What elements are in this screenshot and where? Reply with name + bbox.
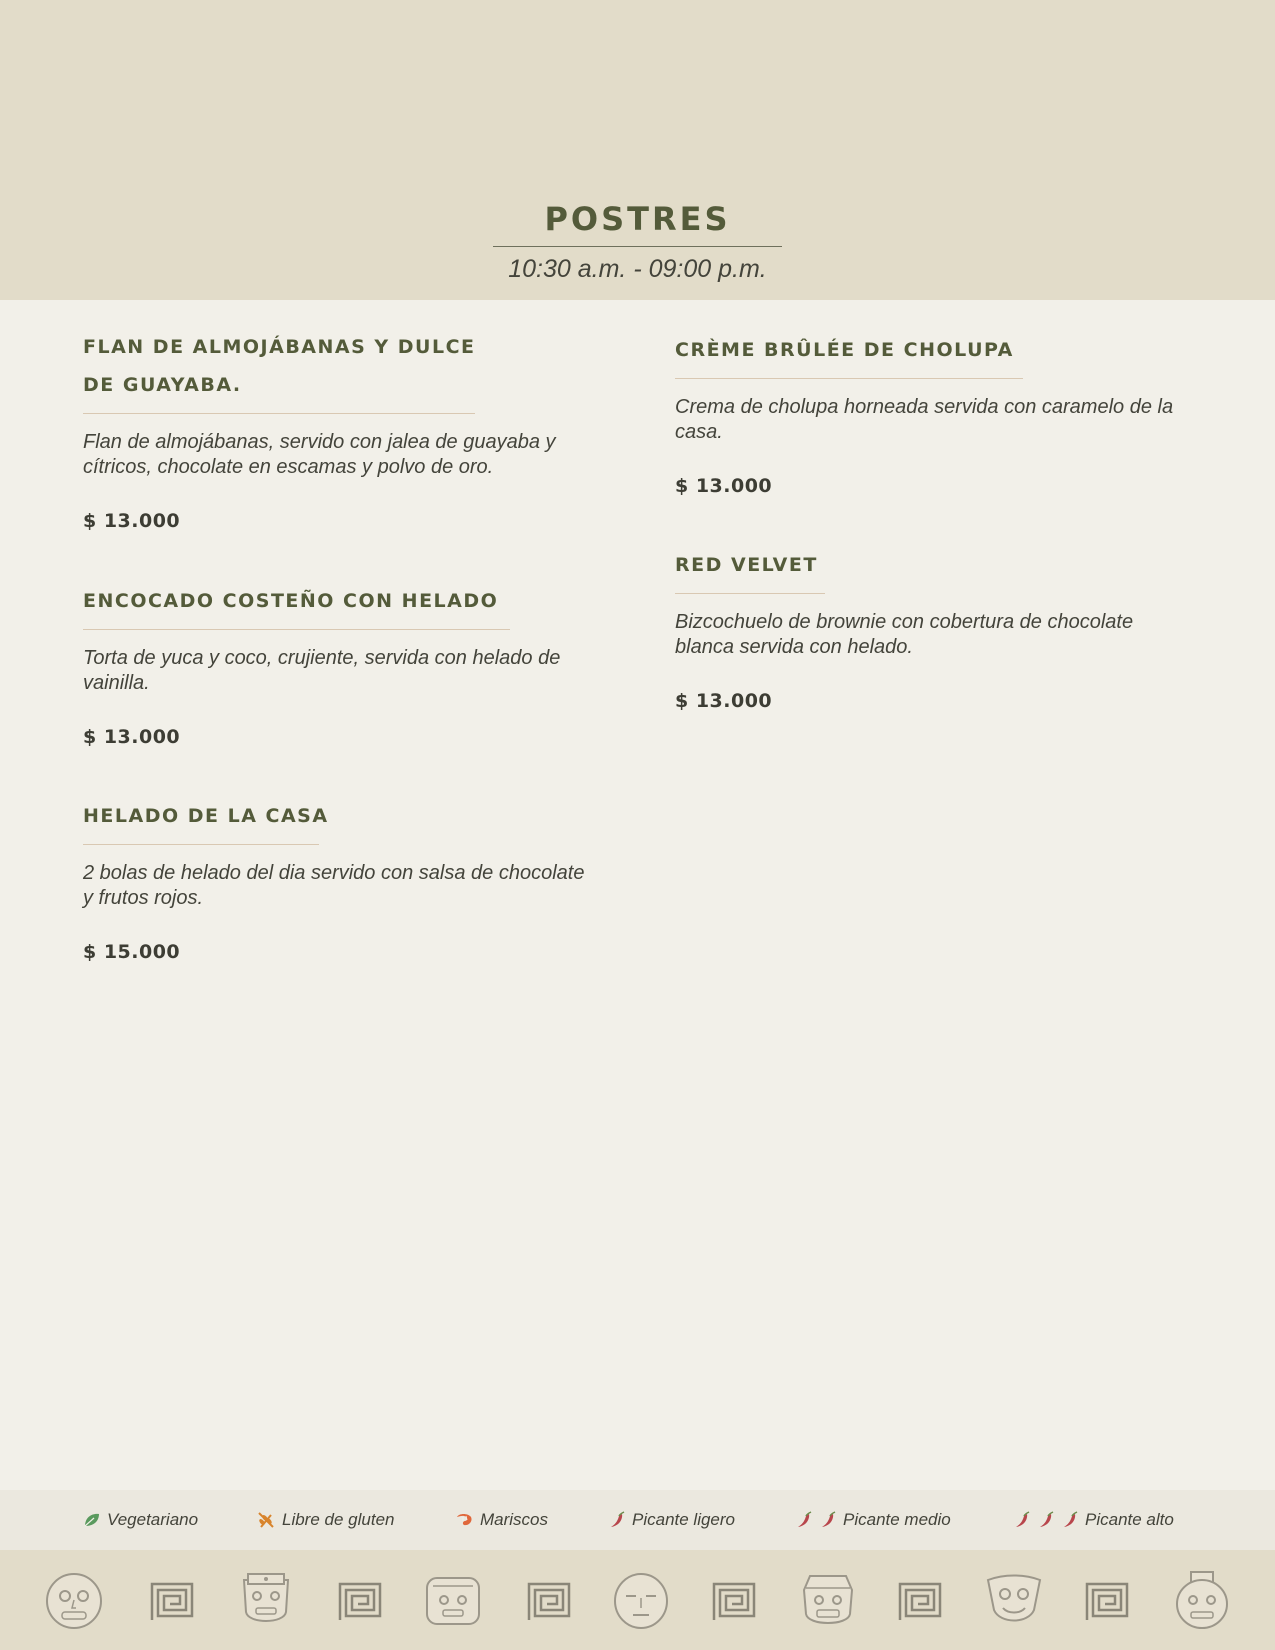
item-divider [675,593,825,594]
spiral-icon [898,1570,942,1630]
item-name: FLAN DE ALMOJÁBANAS Y DULCE DE GUAYABA. [83,336,476,396]
item-description: 2 bolas de helado del dia servido con salsa de chocolate y frutos rojos. [83,862,585,909]
legend-seafood [454,1509,548,1531]
shrimp-icon [454,1511,474,1529]
chili-icon [1037,1511,1055,1529]
mask-icon [423,1570,483,1630]
mask-icon [612,1570,670,1630]
header-band [0,0,1275,300]
item-name: HELADO DE LA CASA [83,805,329,827]
menu-item [83,797,593,963]
legend-label: Picante ligero [632,1510,736,1529]
item-divider [83,844,319,845]
no-wheat-icon [256,1510,276,1530]
item-name: ENCOCADO COSTEÑO CON HELADO [83,590,499,612]
item-price: $ 15.000 [83,941,181,963]
legend-label: Libre de gluten [282,1510,395,1529]
item-name: RED VELVET [675,554,818,576]
chili-icon [819,1511,837,1529]
mask-icon [1173,1570,1231,1630]
legend-mild-spicy [608,1509,735,1531]
item-divider [83,413,475,414]
spiral-icon [338,1570,382,1630]
menu-item [83,328,593,532]
spiral-icon [527,1570,571,1630]
spiral-icon [712,1570,756,1630]
dietary-legend [0,1490,1275,1550]
mask-icon [984,1570,1044,1630]
chili-icon [795,1511,813,1529]
item-description: Bizcochuelo de brownie con cobertura de chocolate blanca servida con helado. [675,611,1134,658]
legend-label: Vegetariano [107,1510,199,1529]
page-title: POSTRES [544,200,731,238]
item-description: Torta de yuca y coco, crujiente, servida con helado de vainilla. [83,647,561,694]
item-price: $ 13.000 [83,726,181,748]
legend-label: Mariscos [480,1510,549,1529]
mask-icon [238,1570,294,1630]
decorative-footer [0,1550,1275,1650]
menu-item [675,546,1195,712]
title-divider [493,246,782,247]
item-price: $ 13.000 [675,475,773,497]
spiral-icon [150,1570,194,1630]
legend-vegetarian [83,1509,198,1531]
legend-gluten-free [256,1509,394,1531]
item-description: Flan de almojábanas, servido con jalea de guayaba y cítricos, chocolate en escamas y polvo de oro. [83,431,556,478]
chili-icon [1013,1511,1031,1529]
spiral-icon [1085,1570,1129,1630]
legend-medium-spicy [795,1509,951,1531]
item-name: CRÈME BRÛLÉE DE CHOLUPA [675,339,1014,361]
service-hours: 10:30 a.m. - 09:00 p.m. [508,255,767,283]
legend-label: Picante medio [843,1510,951,1529]
item-price: $ 13.000 [675,690,773,712]
item-divider [675,378,1023,379]
chili-icon [1061,1511,1079,1529]
mask-icon [42,1570,106,1630]
item-description: Crema de cholupa horneada servida con caramelo de la casa. [675,396,1174,443]
leaf-icon [83,1512,101,1528]
legend-label: Picante alto [1085,1510,1174,1529]
chili-icon [608,1511,626,1529]
item-divider [83,629,510,630]
legend-hot-spicy [1013,1509,1174,1531]
item-price: $ 13.000 [83,510,181,532]
menu-item [675,331,1195,497]
menu-item [83,582,593,748]
mask-icon [800,1570,856,1630]
